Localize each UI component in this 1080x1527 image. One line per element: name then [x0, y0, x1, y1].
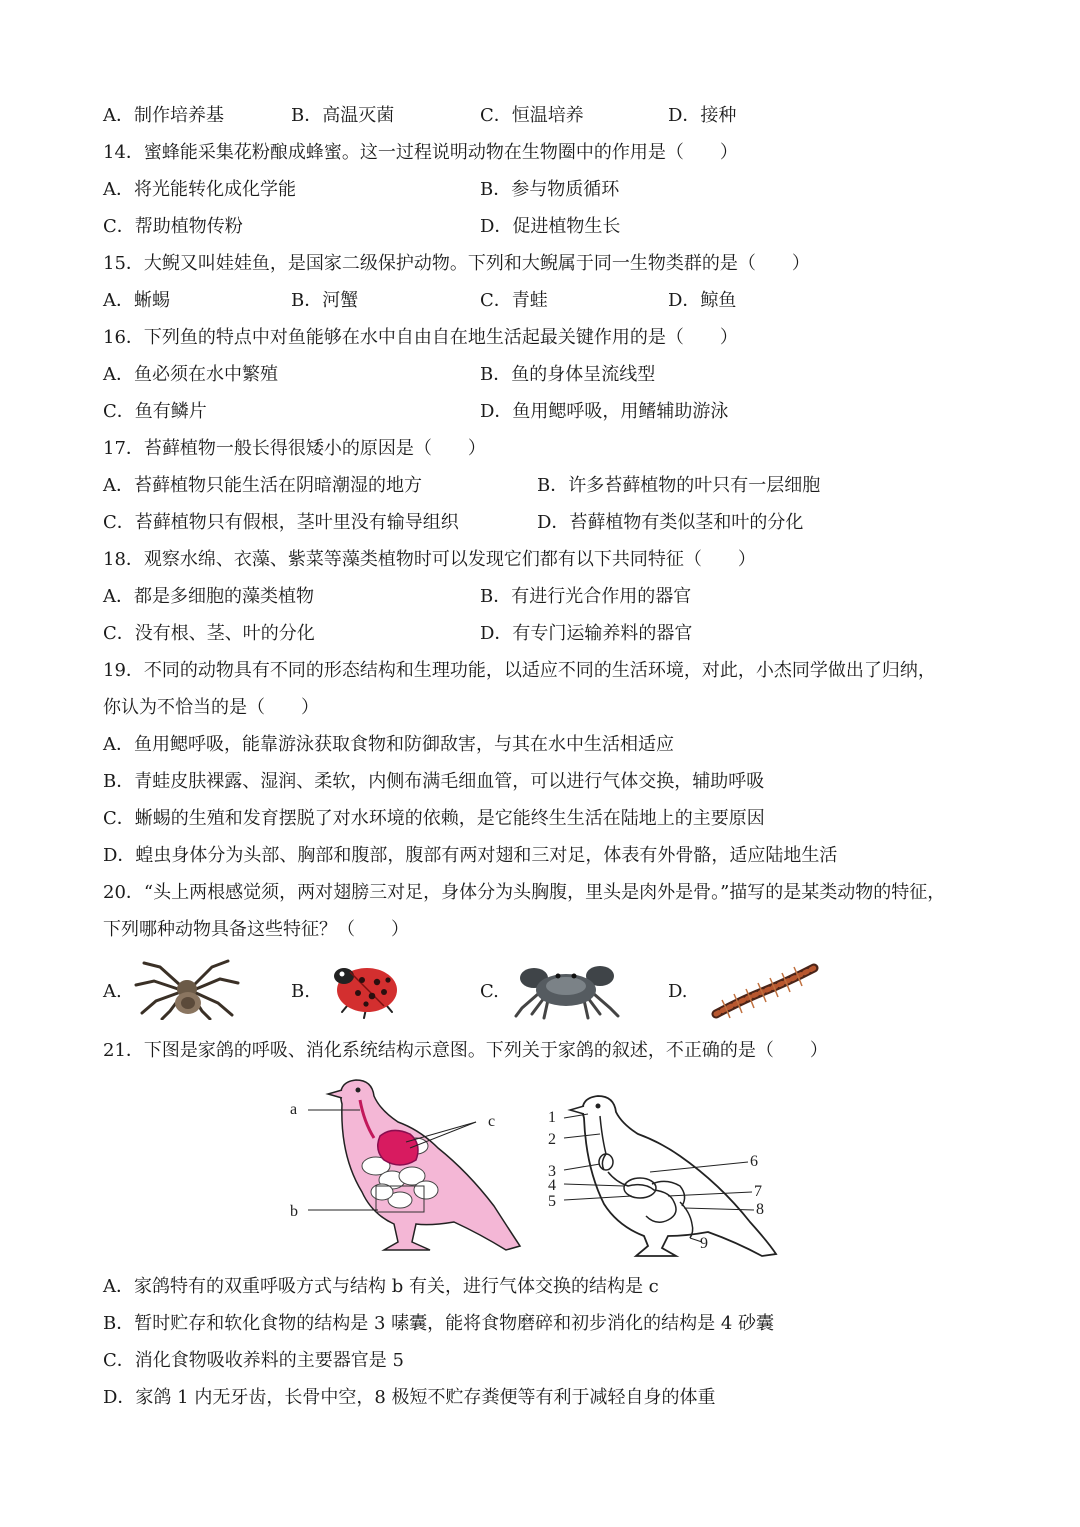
- q18-option-b: B．有进行光合作用的器官: [480, 586, 692, 607]
- q16-option-c: C．鱼有鳞片: [103, 401, 207, 422]
- q13-option-b: B．高温灭菌: [291, 105, 395, 126]
- q13-option-a: A．制作培养基: [103, 105, 224, 126]
- q19-stem-line2: 你认为不恰当的是（ ）: [103, 697, 319, 718]
- q20-stem-line1: 20．“头上两根感觉须，两对翅膀三对足，身体分为头胸腹，里头是肉外是骨。”描写的是某类动物的特征，: [103, 882, 946, 903]
- q17-option-a: A．苔藓植物只能生活在阴暗潮湿的地方: [103, 475, 422, 496]
- q21-option-c: C．消化食物吸收养料的主要器官是 5: [103, 1350, 404, 1371]
- crab-image: [508, 958, 626, 1020]
- q19-stem-line1: 19．不同的动物具有不同的形态结构和生理功能，以适应不同的生活环境，对此，小杰同学做出了归纳，: [103, 660, 936, 681]
- q16-stem: 16．下列鱼的特点中对鱼能够在水中自由自在地生活起最关键作用的是（ ）: [103, 327, 738, 348]
- q20-option-c: C.: [480, 981, 499, 1002]
- q21-option-b: B．暂时贮存和软化食物的结构是 3 嗉囊，能将食物磨碎和初步消化的结构是 4 砂囊: [103, 1313, 775, 1334]
- q19-option-a: A．鱼用鳃呼吸，能靠游泳获取食物和防御敌害，与其在水中生活相适应: [103, 734, 674, 755]
- q13-option-c: C．恒温培养: [480, 105, 584, 126]
- q14-option-d: D．促进植物生长: [480, 216, 621, 237]
- q15-option-d: D．鲸鱼: [668, 290, 737, 311]
- q17-stem: 17．苔藓植物一般长得很矮小的原因是（ ）: [103, 438, 486, 459]
- diagram-label-6: 6: [750, 1153, 758, 1170]
- q17-option-c: C．苔藓植物只有假根，茎叶里没有输导组织: [103, 512, 459, 533]
- diagram-label-5: 5: [548, 1193, 556, 1210]
- q13-option-d: D．接种: [668, 105, 737, 126]
- q18-stem: 18．观察水绵、衣藻、紫菜等藻类植物时可以发现它们都有以下共同特征（ ）: [103, 549, 756, 570]
- diagram-label-a: a: [290, 1101, 298, 1118]
- q16-option-d: D．鱼用鳃呼吸，用鳍辅助游泳: [480, 401, 729, 422]
- q15-stem: 15．大鲵又叫娃娃鱼，是国家二级保护动物。下列和大鲵属于同一生物类群的是（ ）: [103, 253, 810, 274]
- q14-option-a: A．将光能转化成化学能: [103, 179, 296, 200]
- centipede-image: [702, 960, 822, 1020]
- q21-stem: 21．下图是家鸽的呼吸、消化系统结构示意图。下列关于家鸽的叙述，不正确的是（ ）: [103, 1040, 828, 1061]
- pigeon-digestive-diagram: [540, 1092, 790, 1262]
- q18-option-c: C．没有根、茎、叶的分化: [103, 623, 315, 644]
- q16-option-a: A．鱼必须在水中繁殖: [103, 364, 278, 385]
- spider-image: [132, 955, 242, 1020]
- diagram-label-9: 9: [700, 1235, 708, 1252]
- diagram-label-c: c: [488, 1113, 496, 1130]
- q17-option-b: B．许多苔藓植物的叶只有一层细胞: [537, 475, 821, 496]
- q16-option-b: B．鱼的身体呈流线型: [480, 364, 656, 385]
- q19-option-c: C．蜥蜴的生殖和发育摆脱了对水环境的依赖，是它能终生生活在陆地上的主要原因: [103, 808, 765, 829]
- diagram-label-b: b: [290, 1203, 298, 1220]
- q15-option-b: B．河蟹: [291, 290, 359, 311]
- q21-option-d: D．家鸽 1 内无牙齿，长骨中空，8 极短不贮存粪便等有利于减轻自身的体重: [103, 1387, 716, 1408]
- diagram-label-7: 7: [754, 1183, 762, 1200]
- q17-option-d: D．苔藓植物有类似茎和叶的分化: [537, 512, 804, 533]
- q19-option-b: B．青蛙皮肤裸露、湿润、柔软，内侧布满毛细血管，可以进行气体交换，辅助呼吸: [103, 771, 765, 792]
- q21-option-a: A．家鸽特有的双重呼吸方式与结构 b 有关，进行气体交换的结构是 c: [103, 1276, 659, 1297]
- q15-option-c: C．青蛙: [480, 290, 548, 311]
- pigeon-respiratory-diagram: [280, 1074, 540, 1260]
- q20-option-d: D.: [668, 981, 688, 1002]
- q14-stem: 14．蜜蜂能采集花粉酿成蜂蜜。这一过程说明动物在生物圈中的作用是（ ）: [103, 142, 738, 163]
- ladybug-image: [322, 960, 412, 1022]
- diagram-label-2: 2: [548, 1131, 556, 1148]
- q15-option-a: A．蜥蜴: [103, 290, 170, 311]
- diagram-label-3: 3: [548, 1163, 556, 1180]
- q18-option-a: A．都是多细胞的藻类植物: [103, 586, 314, 607]
- q18-option-d: D．有专门运输养料的器官: [480, 623, 693, 644]
- q20-option-a: A.: [103, 981, 122, 1002]
- q20-stem-line2: 下列哪种动物具备这些特征？（ ）: [103, 919, 409, 940]
- q14-option-c: C．帮助植物传粉: [103, 216, 243, 237]
- diagram-label-4: 4: [548, 1177, 556, 1194]
- q20-option-b: B.: [291, 981, 310, 1002]
- q14-option-b: B．参与物质循环: [480, 179, 620, 200]
- diagram-label-8: 8: [756, 1201, 764, 1218]
- diagram-label-1: 1: [548, 1109, 556, 1126]
- q19-option-d: D．蝗虫身体分为头部、胸部和腹部，腹部有两对翅和三对足，体表有外骨骼，适应陆地生活: [103, 845, 838, 866]
